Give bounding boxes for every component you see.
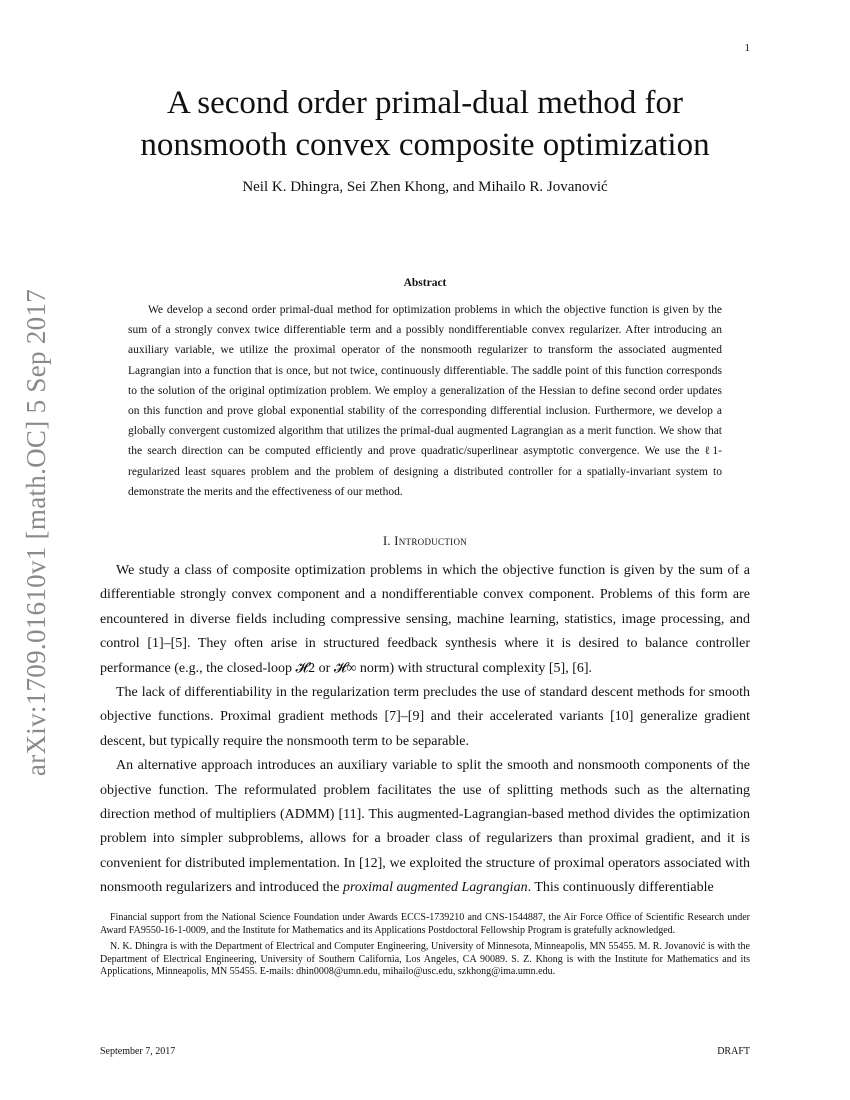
footer-draft-label: DRAFT <box>717 1046 750 1057</box>
paragraph: The lack of differentiability in the regularization term precludes the use of standard descent methods for smooth objective functions. Proximal gradient methods [7]–[9] and their accelerated variants [10] generalize gradient descent, but typically require the nonsmooth term to be separable. <box>100 685 750 749</box>
author-list: Neil K. Dhingra, Sei Zhen Khong, and Mihailo R. Jovanović <box>242 179 608 195</box>
paper-title <box>60 82 790 166</box>
page-number: 1 <box>744 42 750 54</box>
footer-date: September 7, 2017 <box>100 1046 176 1057</box>
footnotes <box>100 912 750 983</box>
emphasis-term: proximal augmented Lagrangian <box>342 880 528 896</box>
introduction-body <box>100 559 750 901</box>
abstract-heading: Abstract <box>403 277 447 289</box>
section-heading <box>100 534 750 549</box>
section-title: Introduction <box>394 534 468 548</box>
arxiv-stamp <box>14 282 60 782</box>
paragraph: We study a class of composite optimization problems in which the objective function is given by the sum of a differentiable strongly convex component and a nondifferentiable convex component. Problems of this form are encountered in diverse fields including compressive sensing, machine learning, statistics, image processing, and control [1]–[5]. They often arise in structured feedback synthesis where it is desired to balance controller performance (e.g., the closed-loop 𝓗2 or 𝓗∞ norm) with structural complexity [5], [6]. <box>100 563 750 676</box>
paragraph-tail: . This continuously differentiable <box>527 880 714 896</box>
arxiv-identifier: arXiv:1709.01610v1 [math.OC] 5 Sep 2017 <box>21 288 52 776</box>
abstract-body: We develop a second order primal-dual method for optimization problems in which the objective function is given by the sum of a strongly convex twice differentiable term and a possibly nondifferentiable convex regularizer. After introducing an auxiliary variable, we utilize the proximal operator of the nonsmooth regularizer to transform the associated augmented Lagrangian into a function that is once, but not twice, continuously differentiable. The saddle point of this function corresponds to the solution of the original optimization problem. We employ a generalization of the Hessian to define second order updates on this function and prove global exponential stability of the corresponding differential inclusion. Furthermore, we develop a globally convergent customized algorithm that utilizes the primal-dual augmented Lagrangian as a merit function. We show that the search direction can be computed efficiently and prove quadratic/superlinear asymptotic convergence. We use the ℓ1-regularized least squares problem and the problem of designing a distributed controller for a spatially-invariant system to demonstrate the merits and the effectiveness of our method. <box>128 304 722 498</box>
title-line-1: A second order primal-dual method for <box>167 85 683 121</box>
footnote-affiliations: N. K. Dhingra is with the Department of Electrical and Computer Engineering, University of Minnesota, Minneapolis, MN 55455. M. R. Jovanović is with the Department of Electrical Engineering, University of Southern California, Los Angeles, CA 90089. S. Z. Khong is with the Institute for Mathematics and its Applications, Minneapolis, MN 55455. E-mails: dhin0008@umn.edu, mihailo@usc.edu, szkhong@ima.umn.edu. <box>100 941 750 977</box>
title-line-2: nonsmooth convex composite optimization <box>140 127 710 163</box>
paragraph-text: An alternative approach introduces an auxiliary variable to split the smooth and nonsmooth components of the objective function. The reformulated problem facilitates the use of splitting methods such as the alternating direction method of multipliers (ADMM) [11]. This augmented-Lagrangian-based method divides the optimization problem into simpler subproblems, allows for a broader class of regularizers than proximal gradient, and it is convenient for distributed implementation. In [12], we exploited the structure of proximal operators associated with nonsmooth regularizers and introduced the <box>100 758 750 896</box>
paragraph <box>100 754 750 900</box>
section-number: I. <box>382 534 391 548</box>
footnote-funding: Financial support from the National Science Foundation under Awards ECCS-1739210 and CNS-1544887, the Air Force Office of Scientific Research under Award FA9550-16-1-0009, and the Institute for Mathematics and its Applications Postdoctoral Fellowship Program is gratefully acknowledged. <box>100 912 750 936</box>
